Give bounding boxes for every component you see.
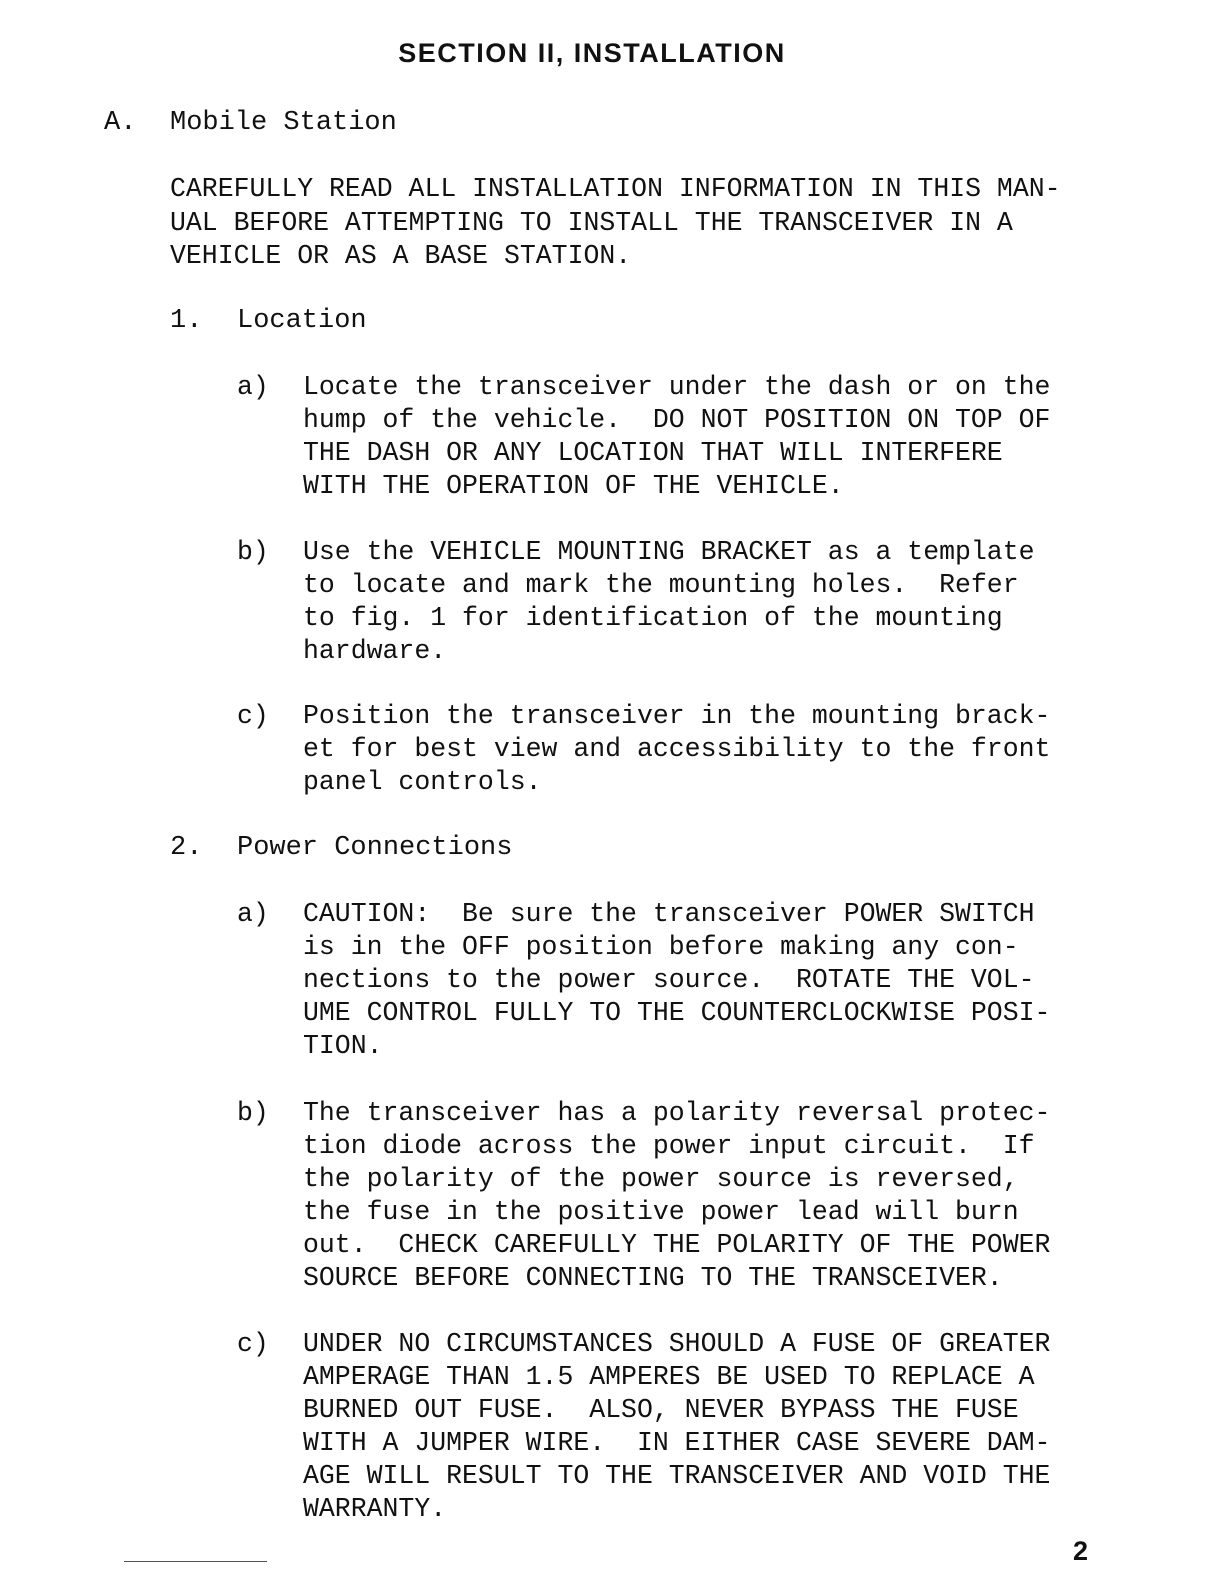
power-item-b-marker: b) (237, 1098, 269, 1128)
power-item-a-marker: a) (237, 899, 269, 929)
footer-rule (124, 1561, 267, 1562)
location-item-b-marker: b) (237, 537, 269, 567)
location-item-b-text: Use the VEHICLE MOUNTING BRACKET as a template to locate and mark the mounting holes. Refer to fig. 1 for identification of the mounting hardware. (303, 537, 1035, 666)
location-item-a-marker: a) (237, 372, 269, 402)
location-item-c-marker: c) (237, 701, 269, 731)
section-a-heading (104, 108, 397, 138)
location-item-c-text: Position the transceiver in the mounting brack- et for best view and accessibility to the front panel controls. (303, 701, 1051, 797)
power-item-c-text: UNDER NO CIRCUMSTANCES SHOULD A FUSE OF GREATER AMPERAGE THAN 1.5 AMPERES BE USED TO REPLACE A BURNED OUT FUSE. ALSO, NEVER BYPASS THE FUSE WITH A JUMPER WIRE. IN EITHER CASE SEVERE DAM- AGE WILL RESULT TO THE TRANSCEIVER AND VOID THE WARRANTY. (303, 1329, 1051, 1524)
power-label: Power Connections (237, 833, 513, 863)
page-number: 2 (1072, 1536, 1088, 1566)
power-item-a-text: CAUTION: Be sure the transceiver POWER SWITCH is in the OFF position before making any con- nections to the power source. ROTATE THE VOL- UME CONTROL FULLY TO THE COUNTERCLOCKWISE POSI- TION. (303, 899, 1051, 1061)
power-marker: 2. (170, 833, 203, 863)
location-heading (170, 306, 367, 336)
power-item-c-marker: c) (237, 1329, 269, 1359)
section-a-intro: CAREFULLY READ ALL INSTALLATION INFORMATION IN THIS MAN- UAL BEFORE ATTEMPTING TO INSTALL THE TRANSCEIVER IN A VEHICLE OR AS A BASE STATION. (170, 174, 1061, 271)
location-label: Location (237, 306, 367, 336)
location-item-a-text: Locate the transceiver under the dash or on the hump of the vehicle. DO NOT POSITION ON TOP OF THE DASH OR ANY LOCATION THAT WILL INTERFERE WITH THE OPERATION OF THE VEHICLE. (303, 372, 1051, 501)
location-marker: 1. (170, 306, 203, 336)
section-a-marker: A. (104, 108, 137, 138)
power-item-b-text: The transceiver has a polarity reversal protec- tion diode across the power input circuit. If the polarity of the power source is reversed, the fuse in the positive power lead will burn out. CHECK CAREFULLY THE POLARITY OF THE POWER SOURCE BEFORE CONNECTING TO THE TRANSCEIVER. (303, 1098, 1051, 1293)
section-a-label: Mobile Station (170, 108, 397, 138)
power-heading (170, 833, 512, 863)
page-title: SECTION II, INSTALLATION (398, 38, 786, 68)
